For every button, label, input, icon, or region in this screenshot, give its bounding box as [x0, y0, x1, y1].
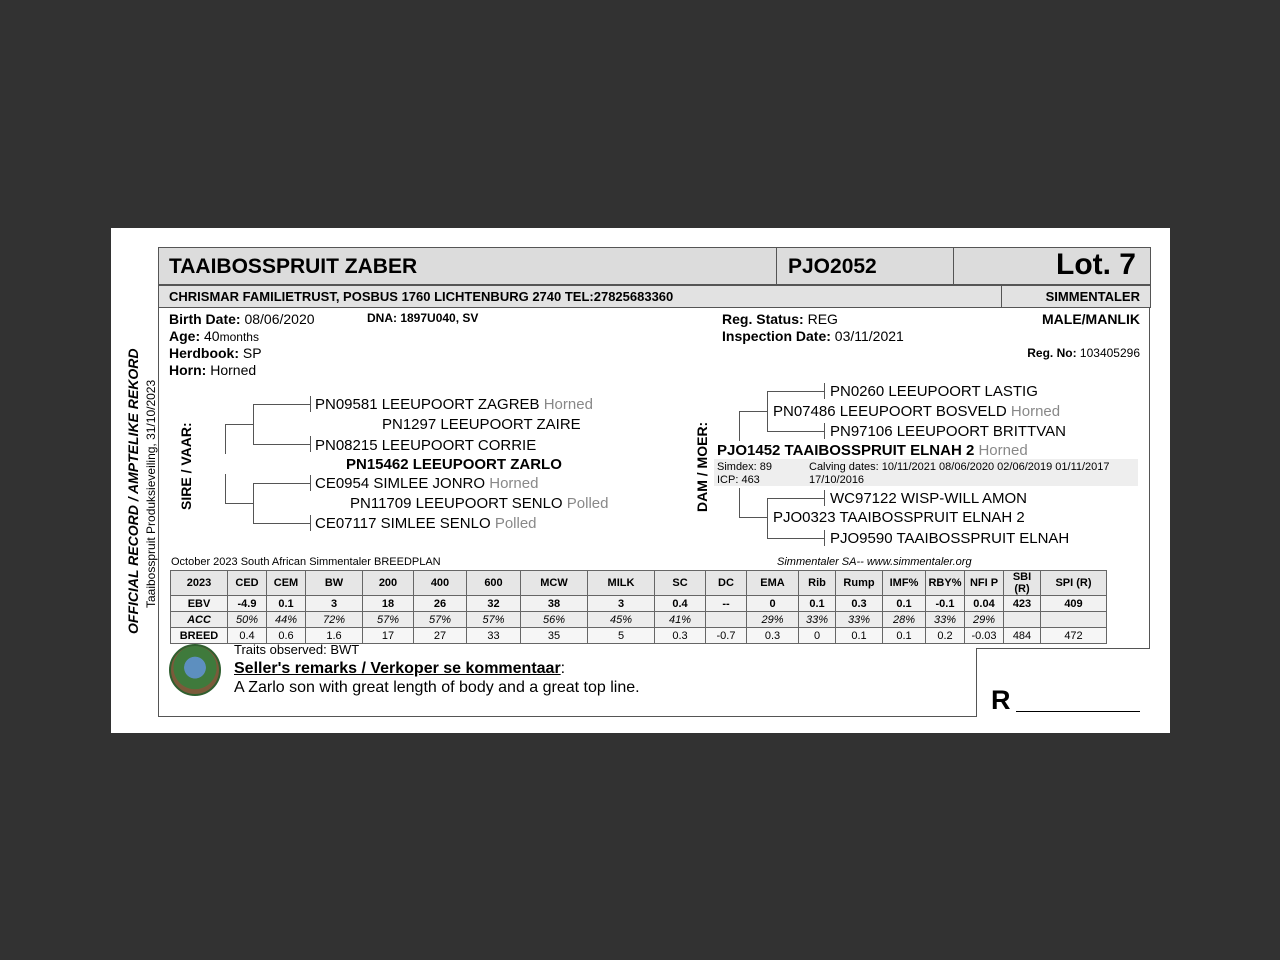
dam-g2: PJO0323 TAAIBOSSPRUIT ELNAH 2 — [773, 509, 1025, 526]
sire-gg3-name: CE0954 SIMLEE JONRO — [315, 475, 486, 492]
reg-status-label: Reg. Status: — [722, 311, 804, 327]
ebv-cell: 0.1 — [799, 596, 836, 612]
dam-calving-1: Calving dates: 10/11/2021 08/06/2020 02/06/2019 01/11/2017 — [809, 461, 1110, 473]
ebv-cell: 17 — [363, 628, 414, 644]
reg-status-value: REG — [807, 311, 838, 327]
ebv-cell — [1004, 612, 1041, 628]
sire-g2-horn: Polled — [566, 495, 609, 512]
ebv-cell: -- — [706, 596, 747, 612]
ebv-header-cell: CEM — [267, 571, 306, 596]
ebv-table — [170, 570, 1107, 644]
sire-gg2: PN08215 LEEUPOORT CORRIE — [315, 437, 537, 454]
dam-g1-horn: Horned — [1010, 403, 1061, 420]
ebv-cell: BREED — [171, 628, 228, 644]
ebv-cell: 33 — [467, 628, 521, 644]
sire-gg3 — [315, 475, 538, 492]
breedplan-caption: October 2023 South African Simmentaler BREEDPLAN — [171, 556, 441, 568]
ebv-cell: 0.2 — [926, 628, 965, 644]
ebv-cell — [706, 612, 747, 628]
dam-gg4: PJO9590 TAAIBOSSPRUIT ELNAH — [830, 530, 1070, 547]
record-card — [111, 228, 1170, 733]
animal-name: TAAIBOSSPRUIT ZABER — [169, 255, 418, 278]
ebv-header-cell: SBI (R) — [1004, 571, 1041, 596]
herdbook-label: Herdbook: — [169, 345, 239, 361]
ebv-header-cell: MCW — [521, 571, 588, 596]
sire-gg1-name: PN09581 LEEUPOORT ZAGREB — [315, 396, 540, 413]
ebv-header-cell: Rib — [799, 571, 836, 596]
ebv-cell: 44% — [267, 612, 306, 628]
ebv-header-cell: IMF% — [883, 571, 926, 596]
dam-gg1: PN0260 LEEUPOORT LASTIG — [830, 383, 1038, 400]
age-row — [169, 328, 259, 344]
ebv-header-cell: SPI (R) — [1041, 571, 1107, 596]
sire-gg4-name: CE07117 SIMLEE SENLO — [315, 515, 491, 532]
traits-observed: Traits observed: BWT — [234, 642, 360, 657]
ebv-cell: 0.3 — [836, 596, 883, 612]
dam-simdex: Simdex: 89 — [717, 461, 773, 473]
ebv-cell: 1.6 — [306, 628, 363, 644]
sire-gg4-horn: Polled — [494, 515, 537, 532]
animal-id: PJO2052 — [788, 255, 877, 278]
ebv-cell: 3 — [588, 596, 655, 612]
ebv-cell: 0.4 — [228, 628, 267, 644]
reg-no-row — [1027, 346, 1140, 360]
dam-name: PJO1452 TAAIBOSSPRUIT ELNAH 2 — [717, 442, 975, 459]
ebv-cell: 38 — [521, 596, 588, 612]
ebv-cell: 0.3 — [747, 628, 799, 644]
lot-number: Lot. 7 — [1056, 248, 1136, 281]
horn-row — [169, 362, 256, 378]
ebv-cell: -0.1 — [926, 596, 965, 612]
sire-g2-name: PN11709 LEEUPOORT SENLO — [350, 495, 563, 512]
ebv-cell: -0.7 — [706, 628, 747, 644]
ebv-header-cell: DC — [706, 571, 747, 596]
ebv-row — [171, 596, 1107, 612]
ebv-cell: 0 — [747, 596, 799, 612]
remarks-title-row — [234, 660, 565, 678]
sire-g2 — [350, 495, 608, 512]
dam-gg2: PN97106 LEEUPOORT BRITTVAN — [830, 423, 1066, 440]
ebv-header-cell: 400 — [414, 571, 467, 596]
reg-status-row — [722, 311, 838, 327]
ebv-cell: 18 — [363, 596, 414, 612]
ebv-cell: 33% — [799, 612, 836, 628]
price-currency: R — [991, 685, 1011, 715]
horn-value: Horned — [210, 362, 257, 378]
sex: MALE/MANLIK — [1042, 311, 1140, 327]
remarks-title: Seller's remarks / Verkoper se kommentaar — [234, 660, 561, 677]
ebv-cell: 28% — [883, 612, 926, 628]
ebv-cell: 57% — [363, 612, 414, 628]
ebv-header-cell: CED — [228, 571, 267, 596]
ebv-cell: 0.6 — [267, 628, 306, 644]
remarks-colon: : — [560, 660, 566, 677]
age-label: Age: — [169, 328, 201, 344]
ebv-cell: 29% — [747, 612, 799, 628]
ebv-header-cell: RBY% — [926, 571, 965, 596]
ebv-cell: 29% — [965, 612, 1004, 628]
ebv-header-cell: SC — [655, 571, 706, 596]
age-value: 40 — [204, 328, 220, 344]
ebv-cell: 33% — [926, 612, 965, 628]
ebv-cell: 472 — [1041, 628, 1107, 644]
ebv-cell: 423 — [1004, 596, 1041, 612]
owner-line: CHRISMAR FAMILIETRUST, POSBUS 1760 LICHTENBURG 2740 TEL:27825683360 — [169, 289, 674, 304]
horn-label: Horn: — [169, 362, 207, 378]
reg-no-value: 103405296 — [1079, 346, 1140, 360]
ebv-cell: 0.4 — [655, 596, 706, 612]
ebv-cell: 5 — [588, 628, 655, 644]
dam-row — [717, 442, 1028, 459]
ebv-header-cell: EMA — [747, 571, 799, 596]
sire-gg1-horn: Horned — [543, 396, 593, 413]
dam-g1 — [773, 403, 1060, 420]
ebv-cell: 484 — [1004, 628, 1041, 644]
society-logo — [169, 644, 221, 696]
inspection-row — [722, 328, 904, 344]
official-record-label: OFFICIAL RECORD / AMPTELIKE REKORD — [125, 348, 141, 634]
ebv-cell: 0.3 — [655, 628, 706, 644]
ebv-header-cell: MILK — [588, 571, 655, 596]
birth-date-value: 08/06/2020 — [244, 311, 315, 327]
sire-label: SIRE / VAAR: — [178, 422, 194, 510]
sire-gg4 — [315, 515, 537, 532]
ebv-cell: -0.03 — [965, 628, 1004, 644]
birth-date-label: Birth Date: — [169, 311, 241, 327]
ebv-cell: 35 — [521, 628, 588, 644]
ebv-header-cell: Rump — [836, 571, 883, 596]
ebv-cell: 0.04 — [965, 596, 1004, 612]
ebv-cell: 3 — [306, 596, 363, 612]
dam-icp: ICP: 463 — [717, 474, 760, 486]
ebv-header-cell: NFI P — [965, 571, 1004, 596]
auction-label: Taaibosspruit Produksieveiling, 31/10/2023 — [144, 379, 158, 608]
dna: DNA: 1897U040, SV — [367, 311, 479, 325]
birth-date-row — [169, 311, 315, 327]
ebv-cell: 57% — [414, 612, 467, 628]
ebv-header-cell: 200 — [363, 571, 414, 596]
ebv-cell: 0 — [799, 628, 836, 644]
dam-label: DAM / MOER: — [694, 421, 710, 512]
website-caption: Simmentaler SA-- www.simmentaler.org — [777, 556, 972, 568]
ebv-cell: 409 — [1041, 596, 1107, 612]
ebv-cell: 0.1 — [883, 628, 926, 644]
inspection-label: Inspection Date: — [722, 328, 831, 344]
dam-horn: Horned — [978, 442, 1028, 459]
ebv-cell: 50% — [228, 612, 267, 628]
sire-gg3-horn: Horned — [489, 475, 539, 492]
ebv-header-cell: 600 — [467, 571, 521, 596]
ebv-cell: 27 — [414, 628, 467, 644]
remarks-text: A Zarlo son with great length of body and a great top line. — [234, 679, 640, 696]
herdbook-value: SP — [242, 345, 262, 361]
ebv-cell: 72% — [306, 612, 363, 628]
ebv-cell: 0.1 — [267, 596, 306, 612]
ebv-cell: 57% — [467, 612, 521, 628]
ebv-cell: 26 — [414, 596, 467, 612]
price-field[interactable] — [1016, 711, 1140, 712]
ebv-cell: ACC — [171, 612, 228, 628]
ebv-cell: 56% — [521, 612, 588, 628]
ebv-header-row — [171, 571, 1107, 596]
ebv-row — [171, 612, 1107, 628]
sire-gg1 — [315, 396, 593, 413]
ebv-header-cell: 2023 — [171, 571, 228, 596]
sire-g1: PN1297 LEEUPOORT ZAIRE — [382, 416, 581, 433]
ebv-cell: EBV — [171, 596, 228, 612]
reg-no-label: Reg. No: — [1027, 346, 1077, 360]
ebv-cell — [1041, 612, 1107, 628]
herdbook-row — [169, 345, 262, 361]
ebv-cell: 0.1 — [836, 628, 883, 644]
dam-gg3: WC97122 WISP-WILL AMON — [830, 490, 1027, 507]
breed: SIMMENTALER — [1045, 289, 1140, 304]
ebv-cell: 33% — [836, 612, 883, 628]
dam-calving-2: 17/10/2016 — [809, 474, 865, 486]
ebv-cell: 0.1 — [883, 596, 926, 612]
sire-name: PN15462 LEEUPOORT ZARLO — [346, 456, 562, 473]
dam-g1-name: PN07486 LEEUPOORT BOSVELD — [773, 403, 1007, 420]
ebv-cell: 41% — [655, 612, 706, 628]
ebv-cell: 45% — [588, 612, 655, 628]
ebv-cell: -4.9 — [228, 596, 267, 612]
age-unit: months — [219, 330, 259, 344]
ebv-cell: 32 — [467, 596, 521, 612]
inspection-value: 03/11/2021 — [834, 328, 904, 344]
ebv-header-cell: BW — [306, 571, 363, 596]
